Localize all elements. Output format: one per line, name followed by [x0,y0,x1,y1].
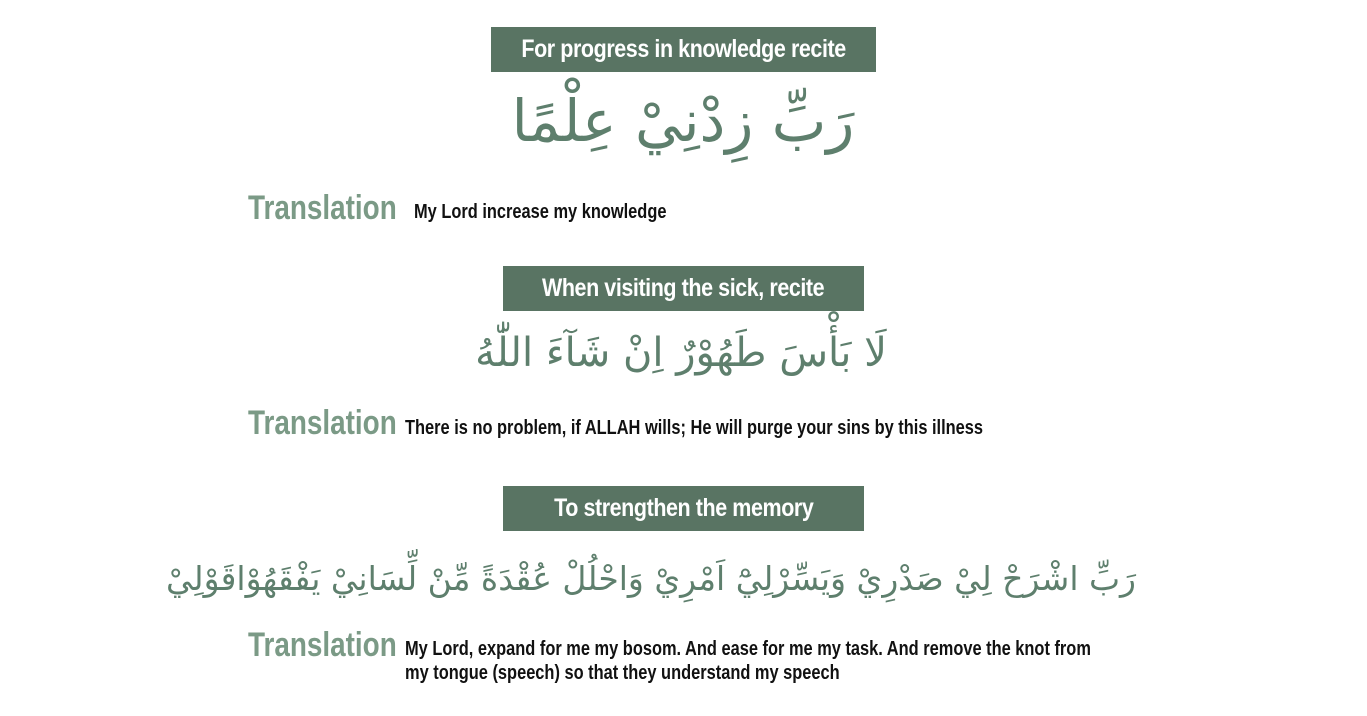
section-heading-knowledge-text: For progress in knowledge recite [521,35,846,63]
arabic-dua-memory: رَبِّ اشْرَحْ لِيْ صَدْرِيْ وَيَسِّرْلِيْٓ اَمْرِيْ وَاحْلُلْ عُقْدَةً مِّنْ لِّسَانِيْ يَفْقَهُوْاقَوْلِيْ [166,559,1136,598]
section-heading-sick-text: When visiting the sick, recite [542,274,825,302]
translation-line-2: my tongue (speech) so that they understand my speech [405,662,840,684]
translation-label-memory: Translation [248,626,397,664]
arabic-dua-sick: لَا بَأْسَ طَهُوْرٌ اِنْ شَآءَ اللّٰهُ [475,330,887,376]
translation-label-sick: Translation [248,404,397,442]
section-heading-memory-text: To strengthen the memory [553,494,814,522]
translation-text-knowledge: My Lord increase my knowledge [414,201,667,223]
section-heading-knowledge [491,27,876,72]
translation-text-sick: There is no problem, if ALLAH wills; He will purge your sins by this illness [405,417,984,439]
translation-label-knowledge: Translation [248,189,397,227]
translation-text-memory [405,637,1241,685]
section-heading-sick [503,266,864,311]
arabic-dua-knowledge: رَبِّ زِدْنِيْ عِلْمًا [511,87,855,155]
translation-line-1: My Lord, expand for me my bosom. And ease for me my task. And remove the knot from [405,638,1091,660]
section-heading-memory [503,486,864,531]
